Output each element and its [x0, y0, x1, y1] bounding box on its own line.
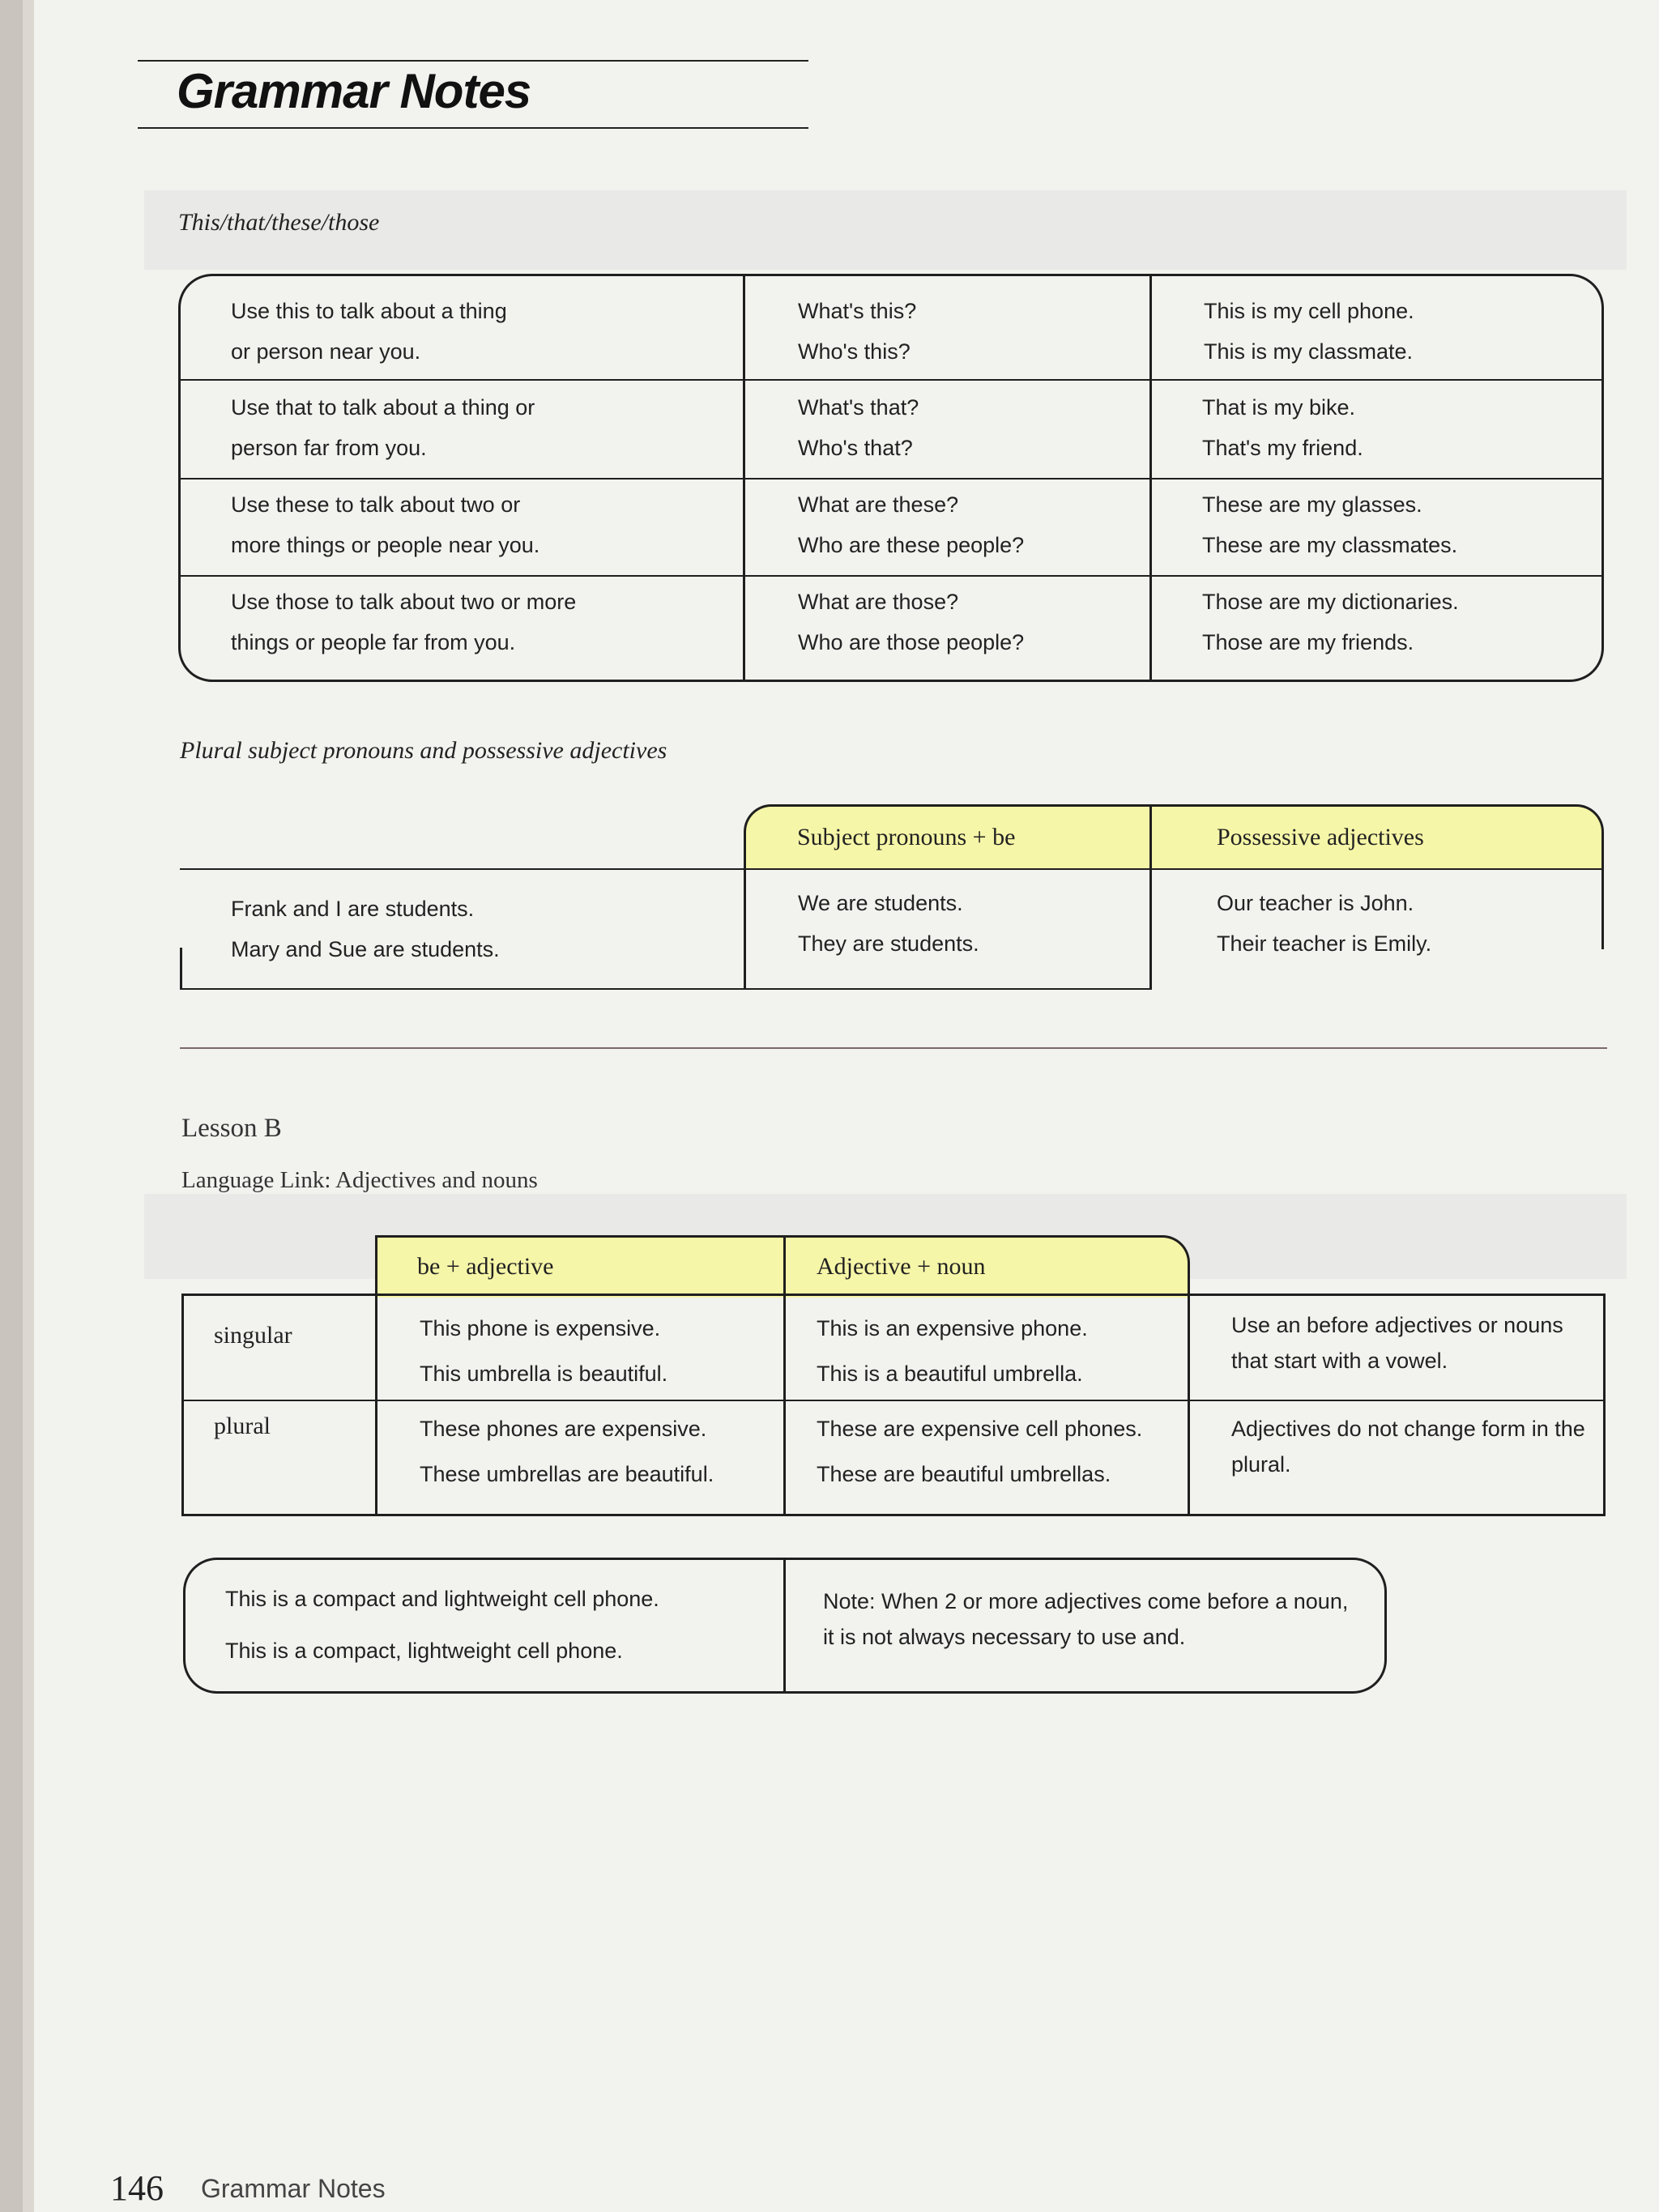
question-line: What's this? — [798, 299, 917, 323]
page-edge — [0, 0, 23, 2212]
table-divider — [375, 1294, 377, 1516]
be-adjective-line: This phone is expensive. — [420, 1316, 661, 1340]
answer-line: This is my classmate. — [1204, 339, 1414, 364]
page-number: 146 — [110, 2168, 164, 2208]
usage-line: Use this to talk about a thing — [231, 299, 507, 323]
usage-line: person far from you. — [231, 436, 427, 460]
adjective-noun-cell — [817, 1406, 1142, 1497]
possessive-line: Their teacher is Emily. — [1217, 931, 1432, 956]
language-link-heading: Language Link: Adjectives and nouns — [181, 1167, 538, 1193]
usage-line: Use that to talk about a thing or — [231, 395, 535, 420]
answer-line: Those are my dictionaries. — [1202, 590, 1459, 614]
example-line: Mary and Sue are students. — [231, 937, 500, 961]
be-adjective-cell — [420, 1406, 714, 1497]
answer-cell — [1202, 582, 1459, 663]
table-row-divider — [180, 575, 1602, 577]
adjective-noun-cell — [817, 1306, 1088, 1396]
subject-pronouns-header: Subject pronouns + be — [797, 824, 1016, 850]
lesson-b-heading: Lesson B — [181, 1114, 282, 1143]
section-divider — [180, 1047, 1607, 1049]
table-bottom-border — [180, 988, 1152, 990]
question-cell — [798, 582, 1024, 663]
title-bottom-rule — [138, 127, 808, 129]
row-label-singular: singular — [214, 1322, 292, 1349]
usage-cell — [231, 484, 539, 565]
grammar-note-cell — [1231, 1411, 1596, 1482]
be-adjective-line: These phones are expensive. — [420, 1417, 707, 1441]
grammar-note-cell — [1231, 1307, 1596, 1379]
answer-line: These are my classmates. — [1202, 533, 1458, 557]
answer-line: Those are my friends. — [1202, 630, 1414, 654]
note-box-text — [823, 1583, 1358, 1655]
table-border-left — [180, 948, 182, 990]
possessive-line: Our teacher is John. — [1217, 891, 1414, 915]
question-cell — [798, 387, 919, 468]
table-divider — [744, 868, 746, 990]
usage-line: things or people far from you. — [231, 630, 516, 654]
subject-line: We are students. — [798, 891, 963, 915]
answer-line: These are my glasses. — [1202, 492, 1422, 517]
answer-cell — [1204, 291, 1414, 372]
adjective-noun-line: This is an expensive phone. — [817, 1316, 1088, 1340]
be-adjective-line: This umbrella is beautiful. — [420, 1362, 668, 1386]
question-line: What are these? — [798, 492, 959, 517]
note-example-line: This is a compact, lightweight cell phone. — [225, 1639, 623, 1663]
page-title: Grammar Notes — [177, 64, 531, 118]
adjective-noun-line: These are expensive cell phones. — [817, 1417, 1143, 1441]
question-line: Who's this? — [798, 339, 911, 364]
usage-cell — [231, 582, 576, 663]
be-adjective-header: be + adjective — [417, 1253, 554, 1280]
table-row-divider — [180, 478, 1602, 479]
usage-cell — [231, 387, 535, 468]
row-label-plural: plural — [214, 1413, 271, 1439]
question-line: Who are these people? — [798, 533, 1025, 557]
adjective-order-note: Note: When 2 or more adjectives come before a noun, it is not always necessary to use and. — [823, 1589, 1349, 1649]
usage-cell — [231, 291, 507, 372]
answer-line: That's my friend. — [1202, 436, 1363, 460]
be-adjective-line: These umbrellas are beautiful. — [420, 1462, 714, 1486]
note-box-examples — [225, 1573, 659, 1677]
table-divider — [1149, 804, 1152, 989]
adjective-noun-line: This is a beautiful umbrella. — [817, 1362, 1083, 1386]
section-heading-pronouns: Plural subject pronouns and possessive adjectives — [180, 737, 667, 764]
usage-line: or person near you. — [231, 339, 421, 364]
title-top-rule — [138, 60, 808, 62]
note-example-line: This is a compact and lightweight cell phone. — [225, 1587, 659, 1611]
grammar-note: Adjectives do not change form in the plural. — [1231, 1417, 1585, 1477]
grammar-note: Use an before adjectives or nouns that start with a vowel. — [1231, 1313, 1563, 1373]
section-heading-demonstratives: This/that/these/those — [178, 209, 380, 236]
table-row-divider — [180, 379, 1602, 381]
table-row-divider — [183, 1400, 1604, 1401]
table-row-divider — [180, 868, 1604, 870]
footer-section-label: Grammar Notes — [201, 2174, 386, 2203]
question-line: Who are those people? — [798, 630, 1025, 654]
subject-line: They are students. — [798, 931, 979, 956]
question-cell — [798, 291, 916, 372]
adjective-noun-header: Adjective + noun — [817, 1253, 986, 1280]
table-divider — [1188, 1294, 1190, 1516]
question-line: Who's that? — [798, 436, 913, 460]
question-line: What's that? — [798, 395, 919, 420]
usage-line: more things or people near you. — [231, 533, 540, 557]
be-adjective-cell — [420, 1306, 667, 1396]
example-cell — [231, 889, 500, 970]
answer-line: This is my cell phone. — [1204, 299, 1414, 323]
example-line: Frank and I are students. — [231, 897, 475, 921]
answer-line: That is my bike. — [1202, 395, 1356, 420]
note-box-divider — [783, 1558, 786, 1694]
usage-line: Use these to talk about two or — [231, 492, 521, 517]
answer-cell — [1202, 387, 1363, 468]
page-edge-shadow — [23, 0, 34, 2212]
question-cell — [798, 484, 1024, 565]
answer-cell — [1202, 484, 1457, 565]
subject-cell — [798, 883, 979, 964]
usage-line: Use those to talk about two or more — [231, 590, 577, 614]
table-border-right — [1601, 868, 1604, 949]
possessive-adjectives-header: Possessive adjectives — [1217, 824, 1424, 850]
possessive-cell — [1217, 883, 1431, 964]
question-line: What are those? — [798, 590, 959, 614]
adjective-noun-line: These are beautiful umbrellas. — [817, 1462, 1111, 1486]
